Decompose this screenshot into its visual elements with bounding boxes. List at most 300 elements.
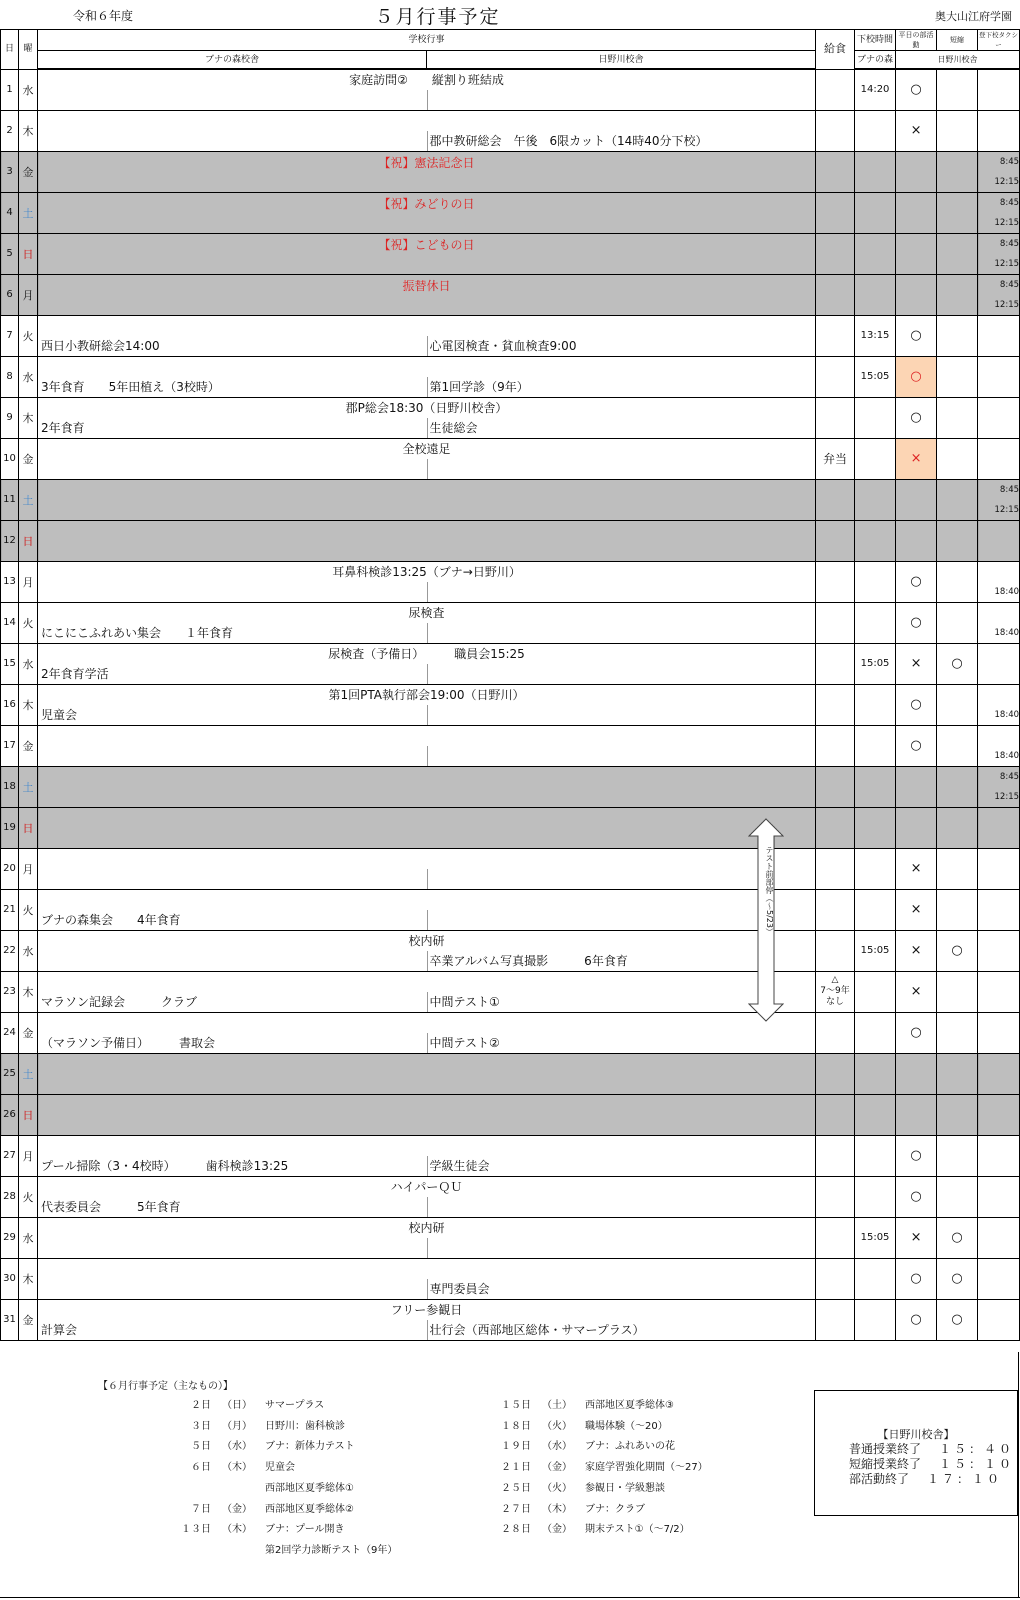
june-weekday: （火）	[542, 1420, 572, 1432]
day-number: 18	[1, 766, 19, 807]
event-cell	[38, 725, 816, 766]
col-weekday: 曜	[19, 30, 38, 70]
june-day: ３日	[191, 1420, 211, 1432]
schedule-row	[1, 725, 1020, 766]
june-event	[177, 1479, 354, 1494]
short-status: ○	[937, 1258, 978, 1299]
lunch-cell	[816, 1176, 855, 1217]
col-dismissal-sub: ブナの森	[855, 51, 896, 70]
club-status: ○	[896, 725, 937, 766]
buna-event: 2年食育	[41, 420, 85, 435]
hino-label: 短縮授業終了	[849, 1457, 922, 1471]
club-status: ×	[896, 643, 937, 684]
shared-event: ハイパーＱＵ	[390, 1179, 463, 1194]
day-number: 16	[1, 684, 19, 725]
club-status	[896, 479, 937, 520]
day-number: 13	[1, 561, 19, 602]
june-event	[497, 1479, 665, 1494]
short-status	[937, 233, 978, 274]
short-status	[937, 69, 978, 110]
buna-event: マラソン記録会 クラブ	[41, 994, 198, 1009]
hino-event: 卒業アルバム写真撮影 6年食育	[429, 953, 628, 968]
june-event	[497, 1417, 668, 1432]
col-day: 日	[1, 30, 19, 70]
hino-label: 普通授業終了	[849, 1442, 922, 1456]
event-cell	[38, 1012, 816, 1053]
club-status	[896, 520, 937, 561]
short-status	[937, 1176, 978, 1217]
shared-event: 郡P総会18:30（日野川校舎）	[345, 400, 508, 415]
day-number: 6	[1, 274, 19, 315]
short-status	[937, 807, 978, 848]
dismissal-time	[855, 1135, 896, 1176]
short-status	[937, 561, 978, 602]
taxi-time	[978, 356, 1020, 397]
schedule-row	[1, 356, 1020, 397]
shared-event: 第1回PTA執行部会19:00（日野川）	[328, 687, 525, 702]
hino-row-club	[849, 1472, 1017, 1487]
event-cell	[38, 438, 816, 479]
day-number: 21	[1, 889, 19, 930]
lunch-cell	[816, 520, 855, 561]
weekday: 水	[19, 930, 38, 971]
dismissal-time	[855, 233, 896, 274]
june-weekday: （木）	[542, 1503, 572, 1515]
dismissal-time	[855, 561, 896, 602]
taxi-time: 8:45 12:15	[978, 274, 1020, 315]
event-cell	[38, 1217, 816, 1258]
event-cell	[38, 848, 816, 889]
weekday: 月	[19, 848, 38, 889]
day-number: 8	[1, 356, 19, 397]
short-status: ○	[937, 930, 978, 971]
june-weekday: （木）	[222, 1524, 252, 1536]
dismissal-time: 13:15	[855, 315, 896, 356]
june-weekday: （金）	[222, 1503, 252, 1515]
weekday: 木	[19, 397, 38, 438]
weekday: 金	[19, 151, 38, 192]
hino-time: １５：４０	[939, 1442, 1015, 1456]
dismissal-time: 15:05	[855, 1217, 896, 1258]
dismissal-time: 14:20	[855, 69, 896, 110]
short-status	[937, 1135, 978, 1176]
lunch-cell	[816, 766, 855, 807]
club-status: ×	[896, 1217, 937, 1258]
club-status: ○	[896, 561, 937, 602]
club-status	[896, 807, 937, 848]
taxi-time	[978, 971, 1020, 1012]
june-event	[497, 1520, 690, 1535]
short-status	[937, 438, 978, 479]
taxi-time	[978, 807, 1020, 848]
event-cell	[38, 889, 816, 930]
club-status: ○	[896, 69, 937, 110]
weekday: 木	[19, 1258, 38, 1299]
event-cell	[38, 356, 816, 397]
short-status	[937, 1053, 978, 1094]
club-status	[896, 192, 937, 233]
holiday-name: 【祝】憲法記念日	[378, 155, 475, 170]
lunch-cell	[816, 397, 855, 438]
schedule-row	[1, 643, 1020, 684]
taxi-time: 8:45 12:15	[978, 479, 1020, 520]
schedule-row	[1, 520, 1020, 561]
event-cell	[38, 110, 816, 151]
dismissal-time	[855, 1176, 896, 1217]
hino-event: 壮行会（西部地区総体・サマープラス）	[429, 1322, 645, 1337]
lunch-cell	[816, 479, 855, 520]
lunch-cell	[816, 69, 855, 110]
june-day: １９日	[501, 1441, 531, 1453]
june-event	[177, 1417, 345, 1432]
hino-box-title: 【日野川校舎】	[877, 1428, 955, 1441]
weekday: 火	[19, 315, 38, 356]
schedule-row	[1, 971, 1020, 1012]
june-event	[177, 1541, 397, 1556]
event-cell	[38, 1053, 816, 1094]
dismissal-time	[855, 1258, 896, 1299]
day-number: 19	[1, 807, 19, 848]
club-status: ×	[896, 971, 937, 1012]
hino-event: 郡中教研総会 午後 6限カット（14時40分下校）	[429, 133, 708, 148]
taxi-time	[978, 643, 1020, 684]
hino-label: 部活動終了	[849, 1472, 910, 1486]
june-day: ２１日	[501, 1462, 531, 1474]
event-cell	[38, 1299, 816, 1340]
schedule-row	[1, 766, 1020, 807]
short-status	[937, 315, 978, 356]
hino-row-regular	[849, 1442, 1017, 1457]
weekday: 木	[19, 971, 38, 1012]
schedule-row	[1, 69, 1020, 110]
short-status	[937, 848, 978, 889]
dismissal-time	[855, 725, 896, 766]
schedule-row	[1, 438, 1020, 479]
lunch-cell	[816, 930, 855, 971]
event-cell	[38, 1176, 816, 1217]
lunch-cell	[816, 1135, 855, 1176]
weekday: 日	[19, 807, 38, 848]
june-day: １５日	[501, 1400, 531, 1411]
event-cell	[38, 766, 816, 807]
day-number: 22	[1, 930, 19, 971]
june-weekday: （土）	[542, 1400, 572, 1411]
june-weekday: （木）	[222, 1462, 252, 1474]
day-number: 29	[1, 1217, 19, 1258]
club-status: ×	[896, 930, 937, 971]
weekday: 月	[19, 561, 38, 602]
club-status	[896, 766, 937, 807]
lunch-cell	[816, 1299, 855, 1340]
short-status	[937, 1094, 978, 1135]
event-cell	[38, 807, 816, 848]
day-number: 27	[1, 1135, 19, 1176]
event-cell	[38, 971, 816, 1012]
june-day: ７日	[191, 1503, 211, 1515]
schedule-row	[1, 110, 1020, 151]
event-cell	[38, 684, 816, 725]
col-hino: 日野川校舎	[427, 51, 816, 70]
taxi-time: 8:45 12:15	[978, 151, 1020, 192]
lunch-cell	[816, 192, 855, 233]
taxi-time: 8:45 12:15	[978, 233, 1020, 274]
shared-event: 耳鼻科検診13:25（ブナ→日野川）	[332, 564, 521, 579]
club-status: ×	[896, 889, 937, 930]
dismissal-time	[855, 1053, 896, 1094]
school-name: 奥大山江府学園	[935, 10, 1012, 23]
event-cell	[38, 1094, 816, 1135]
june-event	[177, 1396, 324, 1411]
june-desc: ブナ：プール開き	[265, 1524, 345, 1536]
day-number: 1	[1, 69, 19, 110]
lunch-cell	[816, 602, 855, 643]
taxi-time	[978, 1176, 1020, 1217]
schedule-row	[1, 807, 1020, 848]
event-cell	[38, 1258, 816, 1299]
buna-event: にこにこふれあい集会 １年食育	[41, 625, 234, 640]
day-number: 25	[1, 1053, 19, 1094]
lunch-cell	[816, 561, 855, 602]
lunch-cell: 弁当	[816, 438, 855, 479]
june-day: １８日	[501, 1420, 531, 1432]
june-desc: 西部地区夏季総体①	[265, 1482, 354, 1494]
era-year: 令和６年度	[73, 9, 134, 23]
schedule-row	[1, 1094, 1020, 1135]
lunch-cell	[816, 1053, 855, 1094]
schedule-row	[1, 479, 1020, 520]
june-desc: 職場体験（〜20）	[585, 1420, 668, 1432]
dismissal-time	[855, 1012, 896, 1053]
weekday: 土	[19, 479, 38, 520]
june-desc: 西部地区夏季総体②	[265, 1503, 354, 1515]
day-number: 3	[1, 151, 19, 192]
short-status	[937, 725, 978, 766]
taxi-time	[978, 69, 1020, 110]
june-day: １３日	[181, 1524, 211, 1536]
weekday: 日	[19, 1094, 38, 1135]
day-number: 30	[1, 1258, 19, 1299]
short-status	[937, 479, 978, 520]
taxi-time: 18:40	[978, 602, 1020, 643]
june-day: ２７日	[501, 1503, 531, 1515]
club-status: ○	[896, 356, 937, 397]
june-event	[497, 1458, 708, 1473]
hino-event: 中間テスト②	[429, 1035, 500, 1050]
hino-event: 中間テスト①	[429, 994, 500, 1009]
june-day: ２８日	[501, 1524, 531, 1536]
schedule-row	[1, 930, 1020, 971]
dismissal-time	[855, 1094, 896, 1135]
club-status	[896, 1053, 937, 1094]
page-title: ５月行事予定	[374, 6, 501, 28]
event-cell	[38, 315, 816, 356]
short-status	[937, 971, 978, 1012]
holiday-name: 【祝】みどりの日	[378, 196, 475, 211]
schedule-row	[1, 151, 1020, 192]
dismissal-time	[855, 889, 896, 930]
weekday: 金	[19, 1299, 38, 1340]
june-event	[177, 1458, 295, 1473]
club-status: ×	[896, 848, 937, 889]
lunch-cell	[816, 684, 855, 725]
weekday: 月	[19, 1135, 38, 1176]
taxi-time: 18:40	[978, 561, 1020, 602]
short-status	[937, 889, 978, 930]
event-cell	[38, 192, 816, 233]
dismissal-time	[855, 520, 896, 561]
short-status	[937, 274, 978, 315]
short-status	[937, 1012, 978, 1053]
june-weekday: （火）	[542, 1482, 572, 1494]
dismissal-time	[855, 479, 896, 520]
lunch-cell: △ 7〜9年 なし	[816, 971, 855, 1012]
hino-event: 学級生徒会	[429, 1158, 490, 1173]
weekday: 水	[19, 356, 38, 397]
schedule-row	[1, 274, 1020, 315]
short-status: ○	[937, 643, 978, 684]
hino-row-short	[849, 1457, 1017, 1472]
june-desc: 参観日・学級懇談	[585, 1482, 665, 1494]
schedule-row	[1, 684, 1020, 725]
event-cell	[38, 69, 816, 110]
club-status: ○	[896, 684, 937, 725]
taxi-time	[978, 1135, 1020, 1176]
day-number: 11	[1, 479, 19, 520]
taxi-time: 8:45 12:15	[978, 192, 1020, 233]
weekday: 土	[19, 766, 38, 807]
june-event	[177, 1520, 345, 1535]
dismissal-time	[855, 602, 896, 643]
short-status	[937, 151, 978, 192]
day-number: 26	[1, 1094, 19, 1135]
club-status: ○	[896, 315, 937, 356]
taxi-time	[978, 1094, 1020, 1135]
holiday-name: 【祝】こどもの日	[378, 237, 475, 252]
day-number: 2	[1, 110, 19, 151]
short-status: ○	[937, 1217, 978, 1258]
col-short: 短縮	[937, 30, 978, 51]
schedule-row	[1, 561, 1020, 602]
weekday: 火	[19, 602, 38, 643]
schedule-row	[1, 1217, 1020, 1258]
buna-event: ブナの森集会 4年食育	[41, 912, 181, 927]
june-desc: ブナ：新体力テスト	[265, 1441, 355, 1453]
lunch-cell	[816, 1012, 855, 1053]
june-desc: ブナ：ふれあいの花	[585, 1441, 675, 1453]
club-status: ○	[896, 397, 937, 438]
june-event	[497, 1396, 674, 1411]
june-desc: 期末テスト①（〜7/2）	[585, 1524, 690, 1536]
event-cell	[38, 397, 816, 438]
dismissal-time	[855, 397, 896, 438]
dismissal-time: 15:05	[855, 930, 896, 971]
june-desc: 第2回学力診断テスト（9年）	[265, 1544, 398, 1556]
short-status: ○	[937, 1299, 978, 1340]
col-buna: ブナの森校舎	[38, 51, 427, 70]
schedule-row	[1, 233, 1020, 274]
june-day: ２５日	[501, 1482, 531, 1494]
june-desc: 西部地区夏季総体③	[585, 1400, 674, 1411]
dismissal-time	[855, 151, 896, 192]
taxi-time	[978, 1053, 1020, 1094]
day-number: 4	[1, 192, 19, 233]
dismissal-time	[855, 438, 896, 479]
club-status: ○	[896, 1258, 937, 1299]
dismissal-time	[855, 1299, 896, 1340]
taxi-time	[978, 438, 1020, 479]
event-cell	[38, 930, 816, 971]
lunch-cell	[816, 110, 855, 151]
schedule-row	[1, 1053, 1020, 1094]
dismissal-time	[855, 807, 896, 848]
buna-event: 2年食育学活	[41, 666, 109, 681]
june-event	[497, 1437, 675, 1452]
hino-event: 心電図検査・貧血検査9:00	[429, 338, 577, 353]
day-number: 5	[1, 233, 19, 274]
short-status	[937, 520, 978, 561]
buna-event: 3年食育 5年田植え（3校時）	[41, 379, 220, 394]
event-cell	[38, 274, 816, 315]
buna-event: 計算会	[41, 1322, 78, 1337]
weekday: 木	[19, 684, 38, 725]
weekday: 火	[19, 1176, 38, 1217]
club-status: ×	[896, 110, 937, 151]
hino-time: １５：１０	[939, 1457, 1015, 1471]
shared-event: フリー参観日	[390, 1302, 463, 1317]
club-status	[896, 151, 937, 192]
schedule-row	[1, 848, 1020, 889]
taxi-time: 8:45 12:15	[978, 766, 1020, 807]
weekday: 日	[19, 520, 38, 561]
taxi-time	[978, 110, 1020, 151]
schedule-row	[1, 1258, 1020, 1299]
short-status	[937, 684, 978, 725]
weekday: 金	[19, 725, 38, 766]
event-cell	[38, 233, 816, 274]
taxi-time	[978, 930, 1020, 971]
event-cell	[38, 151, 816, 192]
schedule-row	[1, 315, 1020, 356]
june-day: ６日	[191, 1462, 211, 1474]
schedule-row	[1, 192, 1020, 233]
lunch-cell	[816, 807, 855, 848]
dismissal-time	[855, 110, 896, 151]
schedule-row	[1, 889, 1020, 930]
short-status	[937, 766, 978, 807]
shared-event: 全校遠足	[402, 441, 451, 456]
june-event	[177, 1437, 355, 1452]
lunch-cell	[816, 725, 855, 766]
shared-event: 家庭訪問② 縦割り班結成	[349, 73, 504, 87]
day-number: 7	[1, 315, 19, 356]
col-dismissal: 下校時間	[855, 30, 896, 51]
day-number: 12	[1, 520, 19, 561]
june-weekday: （金）	[542, 1524, 572, 1536]
club-status	[896, 274, 937, 315]
day-number: 9	[1, 397, 19, 438]
buna-event: 代表委員会 5年食育	[41, 1199, 181, 1214]
event-cell	[38, 602, 816, 643]
hino-times-box	[814, 1390, 1018, 1516]
weekday: 土	[19, 1053, 38, 1094]
weekday: 木	[19, 110, 38, 151]
event-cell	[38, 479, 816, 520]
day-number: 17	[1, 725, 19, 766]
taxi-time	[978, 848, 1020, 889]
weekday: 日	[19, 233, 38, 274]
col-lunch: 給食	[816, 30, 855, 70]
shared-event: 校内研	[408, 933, 445, 948]
